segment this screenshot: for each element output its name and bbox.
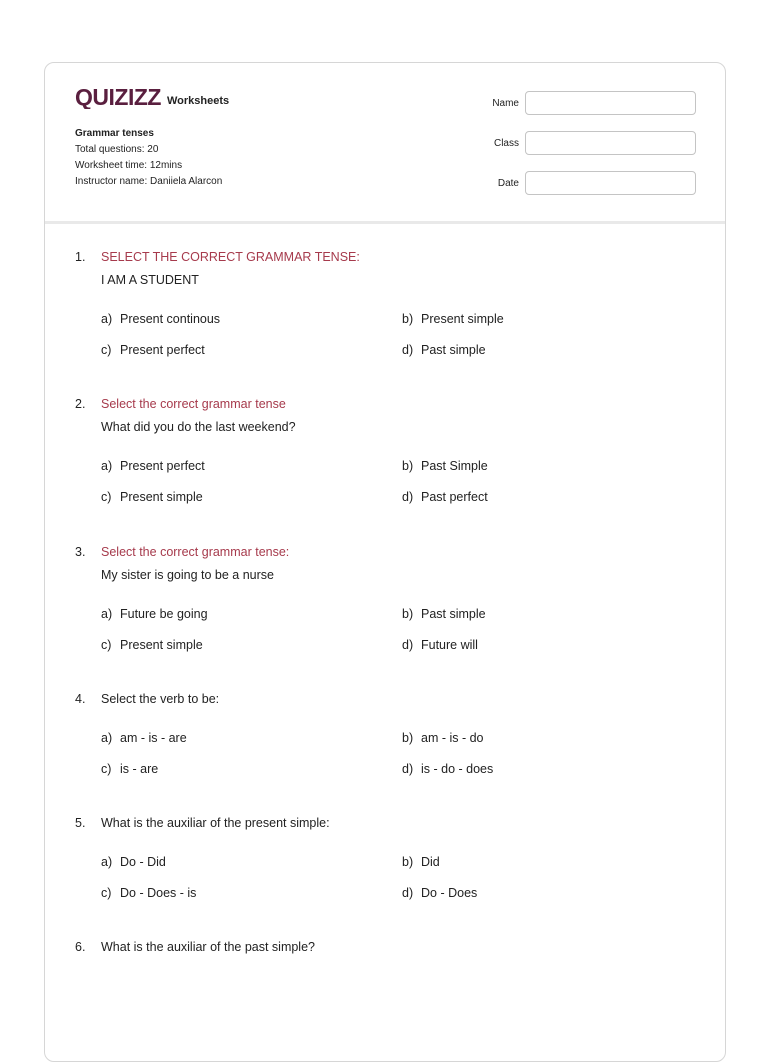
- option-b: [402, 855, 440, 869]
- option-letter: a): [101, 731, 113, 745]
- option-letter: c): [101, 886, 112, 900]
- option-letter: d): [402, 490, 414, 504]
- option-letter: a): [101, 855, 113, 869]
- question-prompt: Select the correct grammar tense:: [101, 545, 290, 559]
- option-a: [101, 459, 205, 473]
- option-letter: a): [101, 607, 113, 621]
- question-body: I AM A STUDENT: [101, 273, 199, 287]
- name-field: [475, 91, 697, 115]
- option-letter: c): [101, 490, 112, 504]
- class-field: [475, 131, 697, 155]
- option-text: am - is - do: [421, 731, 484, 745]
- question-number: 3.: [75, 545, 86, 559]
- quizizz-logo: [75, 85, 161, 109]
- option-text: Present simple: [120, 490, 203, 504]
- logo-wordmark: QUIZIZZ: [75, 85, 161, 109]
- question-body: What did you do the last weekend?: [101, 420, 296, 434]
- worksheet-header: [45, 63, 725, 224]
- option-text: Future will: [421, 638, 478, 652]
- brand: [75, 85, 229, 109]
- option-text: Present perfect: [120, 343, 205, 357]
- option-text: Present simple: [120, 638, 203, 652]
- option-c: [101, 490, 203, 504]
- option-d: [402, 638, 478, 652]
- question-prompt: Select the correct grammar tense: [101, 397, 286, 411]
- question-number: 1.: [75, 250, 86, 264]
- question-number: 6.: [75, 940, 86, 954]
- option-text: Past perfect: [421, 490, 488, 504]
- option-d: [402, 490, 488, 504]
- option-text: Future be going: [120, 607, 208, 621]
- option-text: Present perfect: [120, 459, 205, 473]
- question-number: 2.: [75, 397, 86, 411]
- class-input[interactable]: [525, 131, 696, 155]
- worksheet-title: Grammar tenses: [75, 128, 154, 139]
- option-c: [101, 638, 203, 652]
- worksheet-card: [44, 62, 726, 1062]
- option-a: [101, 312, 220, 326]
- name-input[interactable]: [525, 91, 696, 115]
- option-text: Past simple: [421, 607, 486, 621]
- instructor-name: Instructor name: Daniiela Alarcon: [75, 176, 223, 187]
- class-label: Class: [493, 137, 519, 149]
- date-input[interactable]: [525, 171, 696, 195]
- option-text: Past simple: [421, 343, 486, 357]
- option-letter: c): [101, 343, 112, 357]
- option-text: is - do - does: [421, 762, 494, 776]
- option-letter: d): [402, 886, 414, 900]
- option-text: Present simple: [421, 312, 504, 326]
- option-b: [402, 731, 484, 745]
- date-label: Date: [497, 177, 519, 189]
- option-text: Did: [421, 855, 440, 869]
- option-text: Present continous: [120, 312, 221, 326]
- option-text: is - are: [120, 762, 159, 776]
- date-field: [475, 171, 697, 195]
- worksheet-time: Worksheet time: 12mins: [75, 160, 183, 171]
- option-b: [402, 607, 486, 621]
- option-d: [402, 762, 493, 776]
- option-b: [402, 312, 504, 326]
- option-c: [101, 343, 205, 357]
- option-d: [402, 343, 486, 357]
- option-letter: d): [402, 343, 414, 357]
- name-label: Name: [492, 97, 519, 109]
- question-prompt: What is the auxiliar of the past simple?: [101, 940, 315, 954]
- option-a: [101, 607, 208, 621]
- option-letter: b): [402, 459, 414, 473]
- question-number: 4.: [75, 692, 86, 706]
- question-prompt: What is the auxiliar of the present simple:: [101, 816, 330, 830]
- option-letter: b): [402, 731, 414, 745]
- option-a: [101, 731, 187, 745]
- option-d: [402, 886, 477, 900]
- option-text: am - is - are: [120, 731, 187, 745]
- option-c: [101, 762, 158, 776]
- option-text: Past Simple: [421, 459, 488, 473]
- option-text: Do - Did: [120, 855, 166, 869]
- option-text: Do - Does: [421, 886, 478, 900]
- option-letter: a): [101, 459, 113, 473]
- option-text: Do - Does - is: [120, 886, 197, 900]
- option-b: [402, 459, 488, 473]
- option-letter: b): [402, 607, 414, 621]
- worksheet-meta: [75, 126, 222, 190]
- option-letter: d): [402, 638, 414, 652]
- option-letter: d): [402, 762, 414, 776]
- question-prompt: SELECT THE CORRECT GRAMMAR TENSE:: [101, 250, 360, 264]
- option-letter: b): [402, 855, 414, 869]
- brand-subtitle: Worksheets: [167, 95, 230, 107]
- option-letter: a): [101, 312, 113, 326]
- option-letter: c): [101, 762, 112, 776]
- question-number: 5.: [75, 816, 86, 830]
- total-questions: Total questions: 20: [75, 144, 159, 155]
- option-letter: c): [101, 638, 112, 652]
- question-body: My sister is going to be a nurse: [101, 568, 274, 582]
- option-a: [101, 855, 166, 869]
- option-letter: b): [402, 312, 414, 326]
- option-c: [101, 886, 196, 900]
- question-prompt: Select the verb to be:: [101, 692, 220, 706]
